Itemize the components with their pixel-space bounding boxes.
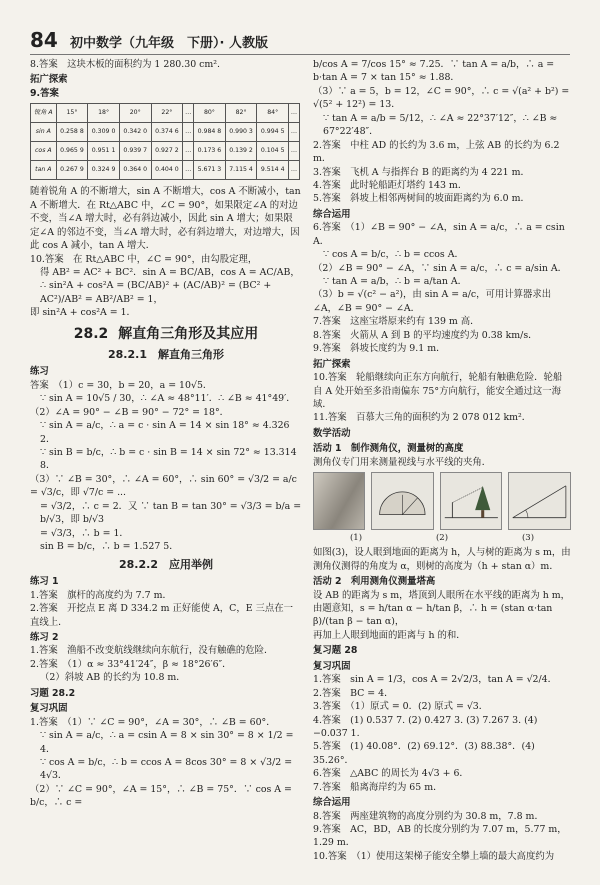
table-cell: 15° xyxy=(56,104,88,123)
heading-review-28: 复习题 28 xyxy=(313,645,358,657)
table-cell: 20° xyxy=(119,104,151,123)
table-cell: 0.984 8 xyxy=(194,123,226,142)
formula-line: 得 AB² = AC² + BC²．sin A = BC/AB，cos A = AC/AB， xyxy=(40,266,300,278)
table-cell: 84° xyxy=(257,104,289,123)
heading-review: 复习巩固 xyxy=(313,660,351,672)
formula-line: = √3/2，∴ c = 2．又 ∵ tan B = tan 30° = √3/3 = b/a = b/√3，即 b/√3 xyxy=(40,500,302,526)
formula-line: ∵ sin A = a/c，∴ a = csin A = 8 × sin 30° = 8 × 1/2 = 4． xyxy=(40,730,294,755)
answer-line: 4.答案 此时轮船距灯塔约 143 m． xyxy=(313,179,468,191)
formula-line: （2）∵ ∠C = 90°，∠A = 15°，∴ ∠B = 75°．∵ cos A = b/c，∴ c = xyxy=(30,783,292,809)
answer-line: （2）斜坡 AB 的长约为 10.8 m． xyxy=(40,672,186,684)
answer-line: 2.答案 中柱 AD 的长约为 3.6 m，上弦 AB 的长约为 6.2 m． xyxy=(313,139,560,165)
answer-line: 10.答案 轮船继续向正东方向航行，轮船有触礁危险．轮船自 A 处开始至多沿南偏东 75°方向航行，能安全通过这一海域． xyxy=(313,372,563,410)
activity-2-text: 设 AB 的距离为 s m，塔顶到人眼所在水平线的距离为 h m，由题意知，s = h/tan α − h/tan β，∴ h = (stan α·tan β)/(tan β − tan α)， xyxy=(313,589,571,628)
heading-applied: 综合运用 xyxy=(313,797,351,809)
section-name: 解直角三角形及其应用 xyxy=(118,325,259,342)
answer-line: 1.答案 渔船不改变航线继续向东航行，没有触礁的危险． xyxy=(30,645,274,657)
formula-line: （3）∵ ∠B = 30°，∴ ∠A = 60°，∴ sin 60° = √3/2 = a/c = √3/c，即 √7/c = ... xyxy=(30,473,297,499)
table-cell: … xyxy=(183,142,194,161)
answer-line: 2.答案 BC = 4． xyxy=(313,687,394,699)
table-cell: 0.927 2 xyxy=(151,142,183,161)
table-cell: 0.173 6 xyxy=(194,142,226,161)
table-cell: 0.364 0 xyxy=(119,161,151,180)
activity-1-title: 活动 1 制作测角仪，测量树的高度 xyxy=(313,443,464,455)
answer-line: 6.答案 △ABC 的周长为 4√3 + 6． xyxy=(313,768,469,780)
table-header-row xyxy=(31,104,300,123)
table-cell: 0.258 8 xyxy=(56,123,88,142)
table-cell: … xyxy=(289,123,300,142)
table-row xyxy=(31,161,300,180)
table-cell: 7.115 4 xyxy=(225,161,257,180)
answer-line: 10.答案 （1）使用这架梯子能安全攀上墙的最大高度约为 xyxy=(313,850,555,862)
left-column xyxy=(30,58,302,810)
answer-line: 9.答案 AC，BD，AB 的长度分别约为 7.07 m，5.77 m，1.29 m． xyxy=(313,824,567,849)
table-cell: 5.671 3 xyxy=(194,161,226,180)
formula-line: ∵ sin B = b/c，∴ b = c · sin B = 14 × sin 72° ≈ 13.314 8． xyxy=(40,447,297,472)
answer-line: 5.答案 (1) 40.08°．(2) 69.12°．(3) 88.38°．(4) 35.26°． xyxy=(313,741,535,766)
formula-line: b/cos A = 7/cos 15° ≈ 7.25．∵ tan A = a/b，∴ a = b·tan A = 7 × tan 15° ≈ 1.88． xyxy=(313,59,555,84)
answer-line: 3.答案 （1）原式 = 0．(2) 原式 = √3． xyxy=(313,701,489,713)
heading-extension: 拓广探索 xyxy=(30,74,68,86)
table-cell: 80° xyxy=(194,104,226,123)
answer-line: 1.答案 （1）∵ ∠C = 90°，∠A = 30°，∴ ∠B = 60°． xyxy=(30,716,276,728)
formula-line: ∵ tan A = a/b = 5/12，∴ ∠A ≈ 22°37′12″，∴ ∠B ≈ 67°22′48″． xyxy=(323,112,558,138)
answer-line: 3.答案 飞机 A 与指挥台 B 的距离约为 4 221 m． xyxy=(313,166,530,178)
table-cell: … xyxy=(289,104,300,123)
heading-extension: 拓广探索 xyxy=(313,358,351,370)
figure-caption: (2) xyxy=(435,533,449,544)
answer-line: 8.答案 两座建筑物的高度分别约为 30.8 m，7.8 m． xyxy=(313,810,544,822)
activity-2-title: 活动 2 利用测角仪测量塔高 xyxy=(313,576,436,588)
formula-line: ∵ cos A = b/c，∴ b = ccos A = 8cos 30° = 8 × √3/2 = 4√3． xyxy=(40,756,293,782)
table-cell: 0.104 5 xyxy=(257,142,289,161)
formula-line: sin B = b/c，∴ b = 1.527 5． xyxy=(40,541,179,553)
formula-line: ∵ cos A = b/c，∴ b = ccos A． xyxy=(323,249,464,261)
table-row xyxy=(31,142,300,161)
answer-line: 1.答案 sin A = 1/3，cos A = 2√2/3，tan A = √2/4． xyxy=(313,674,558,686)
formula-line: = √3/3，∴ b = 1． xyxy=(40,527,129,539)
table-row-header: cos A xyxy=(31,142,57,161)
practice-answer: 答案 （1）c = 30，b = 20，a = 10√5． xyxy=(30,379,213,391)
figure-captions xyxy=(313,532,571,544)
table-cell: … xyxy=(289,142,300,161)
tree-illustration xyxy=(441,473,502,529)
angle-diagram xyxy=(509,473,570,529)
answer-line: 4.答案 (1) 0.537 7. (2) 0.427 3. (3) 7.267 3. (4) −0.037 1. xyxy=(313,714,538,739)
figure-row xyxy=(313,472,571,530)
activity-1-answer: 如图(3)，设人眼到地面的距离为 h，人与树的距离为 s m，由测角仪测得的角度为 α，则树的高度为（h + stan α）m． xyxy=(313,547,571,572)
formula-line: ∵ sin A = 10√5 / 30，∴ ∠A ≈ 48°11′．∴ ∠B ≈ 41°49′． xyxy=(40,393,296,405)
formula-line: 即 sin²A + cos²A = 1． xyxy=(30,307,136,319)
heading-math-activity: 数学活动 xyxy=(313,427,351,439)
book-title: 初中数学（九年级 下册）· 人教版 xyxy=(70,36,268,51)
answer-line: 6.答案 （1）∠B = 90° − ∠A，sin A = a/c，∴ a = csin A． xyxy=(313,222,565,247)
table-cell: 0.990 3 xyxy=(225,123,257,142)
table-cell: 0.951 1 xyxy=(88,142,120,161)
table-cell: 0.324 9 xyxy=(88,161,120,180)
table-cell: … xyxy=(183,104,194,123)
heading-practice-2: 练习 2 xyxy=(30,632,59,644)
activity-1-text: 测角仪专门用来测量视线与水平线的夹角． xyxy=(313,456,492,468)
answer-line: 2.答案 （1）α ≈ 33°41′24″，β ≈ 18°26′6″． xyxy=(30,658,232,670)
table-row-header: sin A xyxy=(31,123,57,142)
table-cell: 0.342 0 xyxy=(119,123,151,142)
figure-caption: (1) xyxy=(349,533,363,544)
table-cell: … xyxy=(183,123,194,142)
section-title xyxy=(30,324,302,344)
page-number: 84 xyxy=(30,28,58,52)
heading-applied: 综合运用 xyxy=(313,208,351,220)
answer-line: 7.答案 船离海岸约为 65 m． xyxy=(313,781,443,793)
table-row-header: 锐角 A xyxy=(31,104,57,123)
table-cell: 0.994 5 xyxy=(257,123,289,142)
figure-photo xyxy=(313,472,365,530)
answer-line: 7.答案 这座宝塔原来约有 139 m 高． xyxy=(313,316,480,328)
table-cell: 0.267 9 xyxy=(56,161,88,180)
answer-line: 8.答案 火箭从 A 到 B 的平均速度约为 0.38 km/s． xyxy=(313,329,538,341)
table-cell: 0.374 6 xyxy=(151,123,183,142)
table-cell: … xyxy=(183,161,194,180)
trig-table xyxy=(30,103,300,180)
heading-practice: 练习 xyxy=(30,366,49,378)
page-header xyxy=(30,30,570,55)
subsection-title: 28.2.1 解直角三角形 xyxy=(108,347,224,361)
figure-caption: (3) xyxy=(521,533,535,544)
table-cell: 82° xyxy=(225,104,257,123)
table-row-header: tan A xyxy=(31,161,57,180)
figure-tree-measure xyxy=(440,472,503,530)
formula-line: （2）∠B = 90° − ∠A，∵ sin A = a/c，∴ c = a/sin A． xyxy=(313,262,567,274)
table-cell: 0.309 0 xyxy=(88,123,120,142)
heading-exercise: 习题 28.2 xyxy=(30,687,76,699)
formula-line: ∵ sin A = a/c，∴ a = c · sin A = 14 × sin 18° ≈ 4.326 2． xyxy=(40,420,290,445)
answer-line: 11.答案 百慕大三角的面积约为 2 078 012 km²． xyxy=(313,412,532,424)
answer-line: 1.答案 旗杆的高度约为 7.7 m． xyxy=(30,589,172,601)
table-cell: 9.514 4 xyxy=(257,161,289,180)
answer-line: 5.答案 斜坡上相邻两树间的坡面距离约为 6.0 m． xyxy=(313,193,530,205)
heading-review: 复习巩固 xyxy=(30,703,68,715)
answer-line: 2.答案 开挖点 E 离 D 334.2 m 正好能使 A，C，E 三点在一直线上． xyxy=(30,603,294,628)
table-cell: 22° xyxy=(151,104,183,123)
formula-line: （3）b = √(c² − a²)，由 sin A = a/c，可用计算器求出∠A，∠B = 90° − ∠A． xyxy=(313,289,552,314)
heading-practice-1: 练习 1 xyxy=(30,576,59,588)
table-cell: 0.139 2 xyxy=(225,142,257,161)
answer-8: 8.答案 这块木板的面积约为 1 280.30 cm². xyxy=(30,59,221,70)
formula-line: ∴ sin²A + cos²A = (BC/AB)² + (AC/AB)² = (BC² + AC²)/AB² = AB²/AB² = 1， xyxy=(40,280,272,305)
formula-line: ∵ tan A = a/b，∴ b = a/tan A． xyxy=(323,276,468,287)
activity-2-text: 再加上人眼到地面的距离与 h 的和． xyxy=(313,629,466,641)
answer-9-text: 随着锐角 A 的不断增大，sin A 不断增大，cos A 不断减小，tan A 不断增大．在 Rt△ABC 中，∠C = 90°，如果限定∠A 的对边不变，当∠A 增大时，必有斜边减小，因此 sin A 增大；如果限定∠A 的邻边不变，当∠A 增大时，必有斜边增大，对边增大，因此 cos A 减小，tan A 增大． xyxy=(30,186,301,252)
table-cell: 0.939 7 xyxy=(119,142,151,161)
figure-diagram xyxy=(508,472,571,530)
protractor-illustration xyxy=(372,473,433,529)
right-column xyxy=(313,58,571,863)
formula-line: （2）∠A = 90° − ∠B = 90° − 72° = 18°． xyxy=(30,406,230,418)
table-row xyxy=(31,123,300,142)
table-cell: 0.965 9 xyxy=(56,142,88,161)
table-cell: 0.404 0 xyxy=(151,161,183,180)
answer-9-label: 9.答案 xyxy=(30,87,59,99)
figure-protractor xyxy=(371,472,434,530)
table-cell: … xyxy=(289,161,300,180)
subsection-title: 28.2.2 应用举例 xyxy=(119,557,213,571)
formula-line: （3）∵ a = 5，b = 12，∠C = 90°，∴ c = √(a² + b²) = √(5² + 12²) = 13． xyxy=(313,85,570,111)
section-number: 28.2 xyxy=(73,325,109,342)
table-cell: 18° xyxy=(88,104,120,123)
answer-line: 9.答案 斜坡长度约为 9.1 m． xyxy=(313,343,446,355)
answer-10-intro: 10.答案 在 Rt△ABC 中，∠C = 90°，由勾股定理， xyxy=(30,253,258,265)
